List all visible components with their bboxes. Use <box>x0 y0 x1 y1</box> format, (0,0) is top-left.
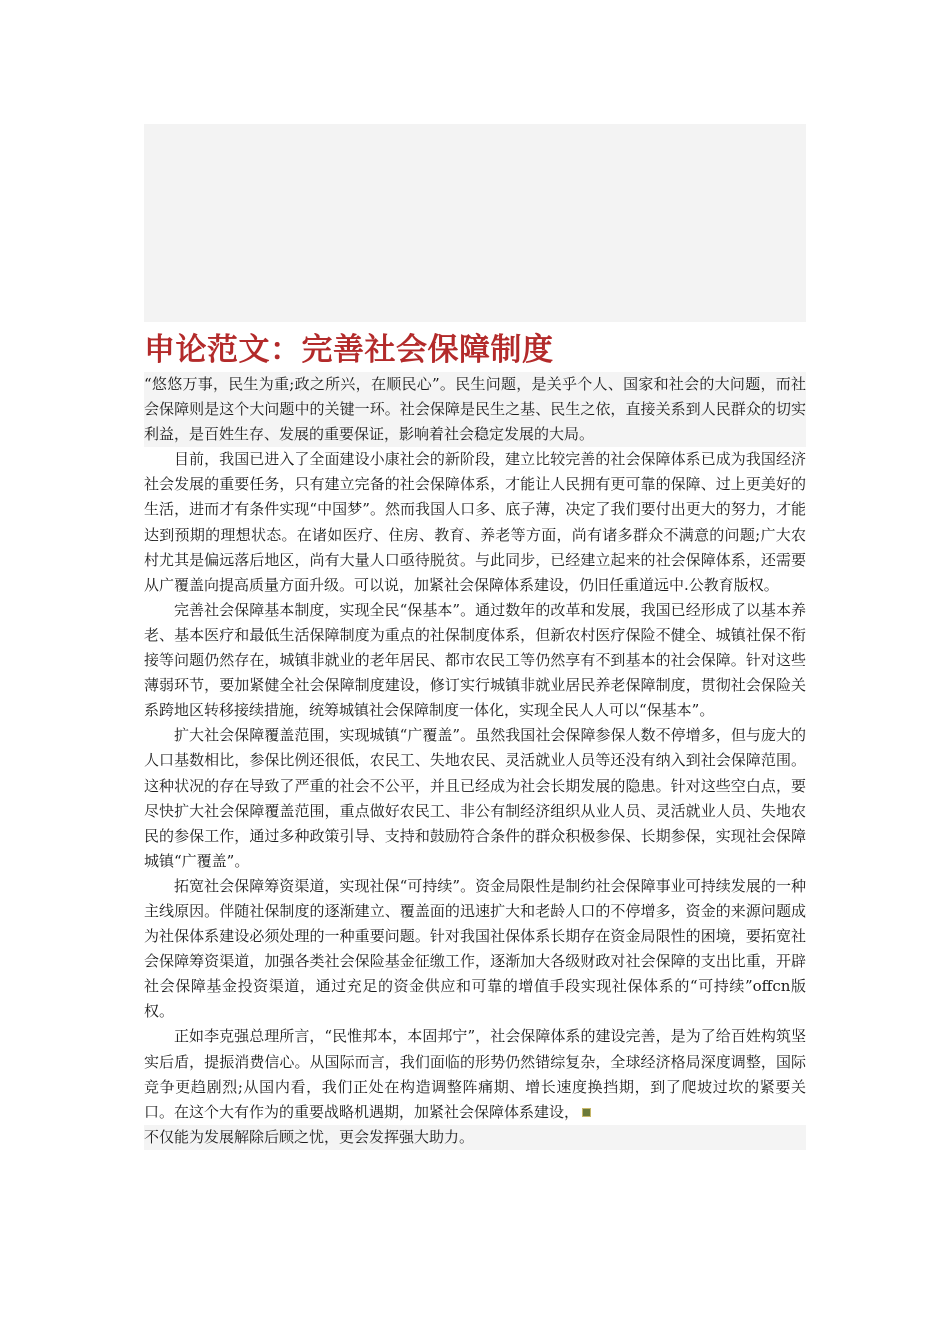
paragraph-current-stage: 目前，我国已进入了全面建设小康社会的新阶段，建立比较完善的社会保障体系已成为我国经济社会发展的重要任务，只有建立完备的社会保障体系，才能让人民拥有更可靠的保障、过上更美好的生活，进而才有条件实现“中国梦”。然而我国人口多、底子薄，决定了我们要付出更大的努力，才能达到预期的理想状态。在诸如医疗、住房、教育、养老等方面，尚有诸多群众不满意的问题;广大农村尤其是偏远落后地区，尚有大量人口亟待脱贫。与此同步，已经建立起来的社会保障体系，还需要从广覆盖向提高质量方面升级。可以说，加紧社会保障体系建设，仍旧任重道远中.公教育版权。 <box>144 447 806 598</box>
paragraph-final-line: 不仅能为发展解除后顾之忧，更会发挥强大助力。 <box>144 1125 806 1150</box>
paragraph-intro: “悠悠万事，民生为重;政之所兴，在顺民心”。民生问题，是关乎个人、国家和社会的大问题，而社会保障则是这个大问题中的关键一环。社会保障是民生之基、民生之依，直接关系到人民群众的切实利益，是百姓生存、发展的重要保证，影响着社会稳定发展的大局。 <box>144 372 806 447</box>
paragraph-basic-system: 完善社会保障基本制度，实现全民“保基本”。通过数年的改革和发展，我国已经形成了以基本养老、基本医疗和最低生活保障制度为重点的社保制度体系，但新农村医疗保险不健全、城镇社保不衔接等问题仍然存在，城镇非就业的老年居民、都市农民工等仍然享有不到基本的社会保障。针对这些薄弱环节，要加紧健全社会保障制度建设，修订实行城镇非就业居民养老保障制度，贯彻社会保险关系跨地区转移接续措施，统筹城镇社会保障制度一体化，实现全民人人可以“保基本”。 <box>144 598 806 723</box>
paragraph-funding: 拓宽社会保障筹资渠道，实现社保“可持续”。资金局限性是制约社会保障事业可持续发展的一种主线原因。伴随社保制度的逐渐建立、覆盖面的迅速扩大和老龄人口的不停增多，资金的来源问题成为社保体系建设必须处理的一种重要问题。针对我国社保体系长期存在资金局限性的困境，要拓宽社会保障筹资渠道，加强各类社会保险基金征缴工作，逐渐加大各级财政对社会保障的支出比重，开辟社会保障基金投资渠道，通过充足的资金供应和可靠的增值手段实现社保体系的“可持续”offcn版权。 <box>144 874 806 1025</box>
paragraph-conclusion <box>144 1024 806 1124</box>
top-banner-placeholder <box>144 124 806 322</box>
paragraph-conclusion-text: 正如李克强总理所言，“民惟邦本，本固邦宁”，社会保障体系的建设完善，是为了给百姓构筑坚实后盾，提振消费信心。从国际而言，我们面临的形势仍然错综复杂，全球经济格局深度调整，国际竞争更趋剧烈;从国内看，我们正处在构造调整阵痛期、增长速度换挡期，到了爬坡过坎的紧要关口。在这个大有作为的重要战略机遇期，加紧社会保障体系建设， <box>144 1027 806 1121</box>
embedded-image-marker-icon <box>582 1108 591 1117</box>
paragraph-coverage: 扩大社会保障覆盖范围，实现城镇“广覆盖”。虽然我国社会保障参保人数不停增多，但与庞大的人口基数相比，参保比例还很低，农民工、失地农民、灵活就业人员等还没有纳入到社会保障范围。这种状况的存在导致了严重的社会不公平，并且已经成为社会长期发展的隐患。针对这些空白点，要尽快扩大社会保障覆盖范围，重点做好农民工、非公有制经济组织从业人员、灵活就业人员、失地农民的参保工作，通过多种政策引导、支持和鼓励符合条件的群众积极参保、长期参保，实现社会保障城镇“广覆盖”。 <box>144 723 806 874</box>
article-body <box>144 372 806 1150</box>
article-title: 申论范文：完善社会保障制度 <box>144 332 554 368</box>
